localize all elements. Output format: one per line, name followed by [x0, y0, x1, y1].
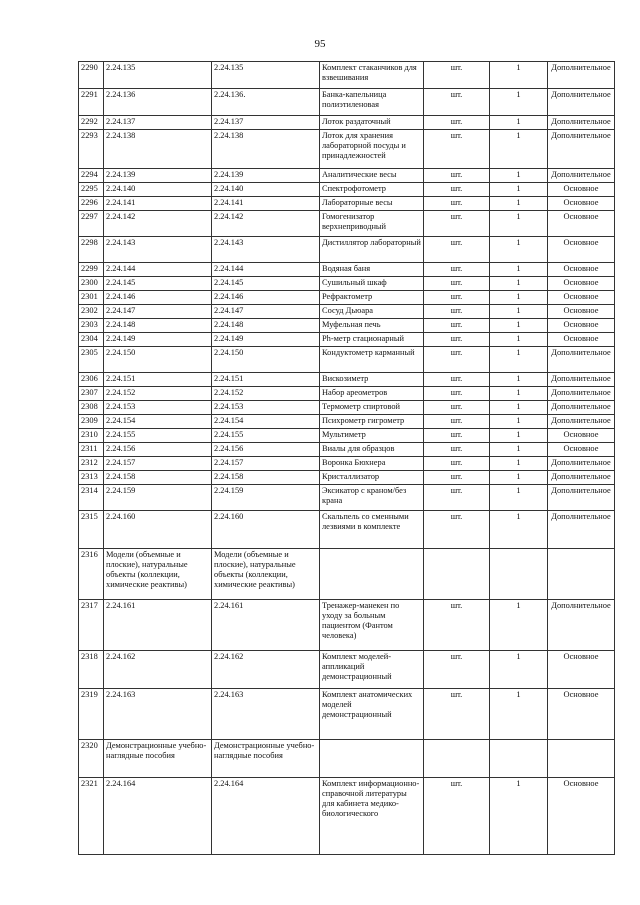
row-number-cell: 2317 — [79, 600, 104, 651]
table-row — [79, 373, 615, 387]
table-row — [79, 600, 615, 651]
code-cell: 2.24.157 — [212, 457, 320, 471]
unit-cell: шт. — [424, 347, 490, 373]
row-number-cell: 2309 — [79, 415, 104, 429]
code-cell: 2.24.150 — [212, 347, 320, 373]
table-row — [79, 778, 615, 855]
table-row — [79, 689, 615, 740]
equipment-type-cell: Дополнительное — [548, 511, 615, 549]
row-number-cell: 2302 — [79, 305, 104, 319]
code-cell: 2.24.156 — [104, 443, 212, 457]
code-cell: 2.24.161 — [104, 600, 212, 651]
row-number-cell: 2320 — [79, 740, 104, 778]
quantity-cell: 1 — [490, 457, 548, 471]
row-number-cell: 2318 — [79, 651, 104, 689]
code-cell: 2.24.154 — [104, 415, 212, 429]
code-cell: 2.24.143 — [104, 237, 212, 263]
row-number-cell: 2300 — [79, 277, 104, 291]
unit-cell — [424, 740, 490, 778]
code-cell: 2.24.164 — [104, 778, 212, 855]
item-name-cell: Водяная баня — [320, 263, 424, 277]
quantity-cell: 1 — [490, 429, 548, 443]
unit-cell: шт. — [424, 116, 490, 130]
quantity-cell: 1 — [490, 689, 548, 740]
equipment-type-cell: Основное — [548, 237, 615, 263]
equipment-type-cell: Дополнительное — [548, 169, 615, 183]
item-name-cell: Комплект моделей-аппликаций демонстрационный — [320, 651, 424, 689]
table-row — [79, 549, 615, 600]
quantity-cell: 1 — [490, 333, 548, 347]
item-name-cell: Воронка Бюхнера — [320, 457, 424, 471]
quantity-cell: 1 — [490, 62, 548, 89]
quantity-cell: 1 — [490, 600, 548, 651]
equipment-type-cell — [548, 549, 615, 600]
table-row — [79, 471, 615, 485]
table-row — [79, 197, 615, 211]
quantity-cell: 1 — [490, 511, 548, 549]
equipment-type-cell: Основное — [548, 319, 615, 333]
code-cell: 2.24.144 — [212, 263, 320, 277]
quantity-cell: 1 — [490, 291, 548, 305]
unit-cell: шт. — [424, 401, 490, 415]
code-cell: 2.24.137 — [212, 116, 320, 130]
item-name-cell: Кондуктометр карманный — [320, 347, 424, 373]
table-row — [79, 443, 615, 457]
unit-cell — [424, 549, 490, 600]
table-row — [79, 291, 615, 305]
table-row — [79, 116, 615, 130]
unit-cell: шт. — [424, 511, 490, 549]
code-cell: 2.24.163 — [104, 689, 212, 740]
row-number-cell: 2307 — [79, 387, 104, 401]
unit-cell: шт. — [424, 263, 490, 277]
unit-cell: шт. — [424, 291, 490, 305]
code-cell: 2.24.142 — [104, 211, 212, 237]
code-cell: 2.24.141 — [104, 197, 212, 211]
table-row — [79, 169, 615, 183]
quantity-cell: 1 — [490, 401, 548, 415]
row-number-cell: 2294 — [79, 169, 104, 183]
code-cell: 2.24.146 — [212, 291, 320, 305]
quantity-cell: 1 — [490, 485, 548, 511]
row-number-cell: 2311 — [79, 443, 104, 457]
code-cell: 2.24.148 — [104, 319, 212, 333]
code-cell: Модели (объемные и плоские), натуральные объекты (коллекции, химические реактивы) — [212, 549, 320, 600]
row-number-cell: 2299 — [79, 263, 104, 277]
code-cell: 2.24.147 — [104, 305, 212, 319]
row-number-cell: 2297 — [79, 211, 104, 237]
code-cell: 2.24.144 — [104, 263, 212, 277]
table-row — [79, 387, 615, 401]
row-number-cell: 2304 — [79, 333, 104, 347]
equipment-type-cell: Дополнительное — [548, 347, 615, 373]
unit-cell: шт. — [424, 319, 490, 333]
table-row — [79, 401, 615, 415]
item-name-cell — [320, 740, 424, 778]
quantity-cell: 1 — [490, 415, 548, 429]
item-name-cell: Гомогенизатор верхнеприводный — [320, 211, 424, 237]
quantity-cell: 1 — [490, 443, 548, 457]
code-cell: 2.24.141 — [212, 197, 320, 211]
quantity-cell: 1 — [490, 169, 548, 183]
row-number-cell: 2303 — [79, 319, 104, 333]
equipment-type-cell: Дополнительное — [548, 373, 615, 387]
unit-cell: шт. — [424, 373, 490, 387]
item-name-cell: Термометр спиртовой — [320, 401, 424, 415]
code-cell: 2.24.145 — [104, 277, 212, 291]
row-number-cell: 2291 — [79, 89, 104, 116]
equipment-type-cell: Основное — [548, 778, 615, 855]
code-cell: 2.24.150 — [104, 347, 212, 373]
row-number-cell: 2312 — [79, 457, 104, 471]
equipment-type-cell: Дополнительное — [548, 485, 615, 511]
equipment-type-cell: Основное — [548, 211, 615, 237]
unit-cell: шт. — [424, 89, 490, 116]
code-cell: 2.24.138 — [212, 130, 320, 169]
item-name-cell: Сушильный шкаф — [320, 277, 424, 291]
code-cell: 2.24.135 — [104, 62, 212, 89]
equipment-type-cell: Дополнительное — [548, 89, 615, 116]
item-name-cell: Мультиметр — [320, 429, 424, 443]
item-name-cell: Спектрофотометр — [320, 183, 424, 197]
code-cell: 2.24.151 — [104, 373, 212, 387]
row-number-cell: 2293 — [79, 130, 104, 169]
table-row — [79, 319, 615, 333]
table-row — [79, 211, 615, 237]
code-cell: 2.24.137 — [104, 116, 212, 130]
unit-cell: шт. — [424, 429, 490, 443]
item-name-cell: Ph-метр стационарный — [320, 333, 424, 347]
row-number-cell: 2305 — [79, 347, 104, 373]
table-row — [79, 237, 615, 263]
unit-cell: шт. — [424, 169, 490, 183]
code-cell: 2.24.159 — [104, 485, 212, 511]
quantity-cell: 1 — [490, 183, 548, 197]
item-name-cell: Эксикатор с краном/без крана — [320, 485, 424, 511]
unit-cell: шт. — [424, 689, 490, 740]
code-cell: 2.24.155 — [212, 429, 320, 443]
item-name-cell: Лоток для хранения лабораторной посуды и принадлежностей — [320, 130, 424, 169]
code-cell: 2.24.152 — [104, 387, 212, 401]
item-name-cell: Лабораторные весы — [320, 197, 424, 211]
table-row — [79, 89, 615, 116]
row-number-cell: 2314 — [79, 485, 104, 511]
code-cell: 2.24.157 — [104, 457, 212, 471]
code-cell: 2.24.155 — [104, 429, 212, 443]
equipment-type-cell: Дополнительное — [548, 130, 615, 169]
table-row — [79, 740, 615, 778]
equipment-type-cell: Основное — [548, 197, 615, 211]
quantity-cell: 1 — [490, 130, 548, 169]
equipment-type-cell: Основное — [548, 263, 615, 277]
table-row — [79, 277, 615, 291]
equipment-type-cell: Дополнительное — [548, 457, 615, 471]
quantity-cell: 1 — [490, 305, 548, 319]
code-cell: 2.24.153 — [212, 401, 320, 415]
item-name-cell: Виалы для образцов — [320, 443, 424, 457]
equipment-type-cell: Основное — [548, 291, 615, 305]
code-cell: 2.24.146 — [104, 291, 212, 305]
equipment-type-cell: Основное — [548, 651, 615, 689]
table-row — [79, 347, 615, 373]
code-cell: 2.24.140 — [104, 183, 212, 197]
quantity-cell: 1 — [490, 263, 548, 277]
quantity-cell: 1 — [490, 373, 548, 387]
item-name-cell: Дистиллятор лабораторный — [320, 237, 424, 263]
unit-cell: шт. — [424, 333, 490, 347]
equipment-table — [78, 61, 615, 855]
equipment-type-cell: Основное — [548, 429, 615, 443]
item-name-cell: Психрометр гигрометр — [320, 415, 424, 429]
table-row — [79, 263, 615, 277]
item-name-cell: Комплект анатомических моделей демонстрационный — [320, 689, 424, 740]
row-number-cell: 2295 — [79, 183, 104, 197]
item-name-cell: Муфельная печь — [320, 319, 424, 333]
table-row — [79, 457, 615, 471]
item-name-cell: Скальпель со сменными лезвиями в комплекте — [320, 511, 424, 549]
item-name-cell: Рефрактометр — [320, 291, 424, 305]
unit-cell: шт. — [424, 651, 490, 689]
row-number-cell: 2298 — [79, 237, 104, 263]
quantity-cell: 1 — [490, 387, 548, 401]
unit-cell: шт. — [424, 778, 490, 855]
item-name-cell: Комплект информационно-справочной литературы для кабинета медико-биологического — [320, 778, 424, 855]
row-number-cell: 2310 — [79, 429, 104, 443]
row-number-cell: 2301 — [79, 291, 104, 305]
item-name-cell: Аналитические весы — [320, 169, 424, 183]
equipment-type-cell: Основное — [548, 277, 615, 291]
quantity-cell: 1 — [490, 778, 548, 855]
code-cell: Демонстрационные учебно-наглядные пособия — [212, 740, 320, 778]
code-cell: 2.24.162 — [212, 651, 320, 689]
row-number-cell: 2319 — [79, 689, 104, 740]
table-row — [79, 62, 615, 89]
unit-cell: шт. — [424, 443, 490, 457]
quantity-cell: 1 — [490, 237, 548, 263]
code-cell: 2.24.139 — [104, 169, 212, 183]
row-number-cell: 2308 — [79, 401, 104, 415]
code-cell: 2.24.147 — [212, 305, 320, 319]
table-row — [79, 183, 615, 197]
item-name-cell: Набор ареометров — [320, 387, 424, 401]
item-name-cell: Комплект стаканчиков для взвешивания — [320, 62, 424, 89]
code-cell: 2.24.154 — [212, 415, 320, 429]
unit-cell: шт. — [424, 387, 490, 401]
table-row — [79, 305, 615, 319]
quantity-cell: 1 — [490, 347, 548, 373]
equipment-type-cell: Дополнительное — [548, 471, 615, 485]
table-row — [79, 651, 615, 689]
quantity-cell: 1 — [490, 89, 548, 116]
code-cell: 2.24.138 — [104, 130, 212, 169]
row-number-cell: 2315 — [79, 511, 104, 549]
quantity-cell: 1 — [490, 319, 548, 333]
equipment-type-cell: Дополнительное — [548, 387, 615, 401]
table-row — [79, 415, 615, 429]
table-row — [79, 130, 615, 169]
code-cell: 2.24.160 — [104, 511, 212, 549]
row-number-cell: 2296 — [79, 197, 104, 211]
equipment-type-cell — [548, 740, 615, 778]
code-cell: 2.24.161 — [212, 600, 320, 651]
table-row — [79, 429, 615, 443]
unit-cell: шт. — [424, 485, 490, 511]
unit-cell: шт. — [424, 183, 490, 197]
item-name-cell: Тренажер-манекен по уходу за больным пациентом (Фантом человека) — [320, 600, 424, 651]
unit-cell: шт. — [424, 305, 490, 319]
row-number-cell: 2316 — [79, 549, 104, 600]
code-cell: 2.24.143 — [212, 237, 320, 263]
equipment-type-cell: Основное — [548, 333, 615, 347]
code-cell: 2.24.142 — [212, 211, 320, 237]
item-name-cell: Банка-капельница полиэтиленовая — [320, 89, 424, 116]
code-cell: 2.24.160 — [212, 511, 320, 549]
code-cell: 2.24.159 — [212, 485, 320, 511]
row-number-cell: 2313 — [79, 471, 104, 485]
equipment-type-cell: Основное — [548, 443, 615, 457]
code-cell: Модели (объемные и плоские), натуральные объекты (коллекции, химические реактивы) — [104, 549, 212, 600]
table-row — [79, 511, 615, 549]
unit-cell: шт. — [424, 130, 490, 169]
equipment-type-cell: Дополнительное — [548, 62, 615, 89]
row-number-cell: 2321 — [79, 778, 104, 855]
page-number: 95 — [314, 38, 326, 50]
unit-cell: шт. — [424, 457, 490, 471]
table-row — [79, 485, 615, 511]
quantity-cell: 1 — [490, 197, 548, 211]
code-cell: 2.24.163 — [212, 689, 320, 740]
code-cell: 2.24.136 — [104, 89, 212, 116]
table-body — [79, 62, 615, 855]
unit-cell: шт. — [424, 600, 490, 651]
unit-cell: шт. — [424, 277, 490, 291]
code-cell: Демонстрационные учебно-наглядные пособия — [104, 740, 212, 778]
code-cell: 2.24.140 — [212, 183, 320, 197]
code-cell: 2.24.158 — [212, 471, 320, 485]
unit-cell: шт. — [424, 415, 490, 429]
table-row — [79, 333, 615, 347]
row-number-cell: 2306 — [79, 373, 104, 387]
code-cell: 2.24.151 — [212, 373, 320, 387]
code-cell: 2.24.139 — [212, 169, 320, 183]
quantity-cell: 1 — [490, 277, 548, 291]
unit-cell: шт. — [424, 62, 490, 89]
code-cell: 2.24.136. — [212, 89, 320, 116]
quantity-cell — [490, 549, 548, 600]
item-name-cell: Кристаллизатор — [320, 471, 424, 485]
item-name-cell: Сосуд Дьюара — [320, 305, 424, 319]
unit-cell: шт. — [424, 237, 490, 263]
code-cell: 2.24.158 — [104, 471, 212, 485]
equipment-type-cell: Дополнительное — [548, 116, 615, 130]
quantity-cell: 1 — [490, 116, 548, 130]
code-cell: 2.24.148 — [212, 319, 320, 333]
equipment-type-cell: Дополнительное — [548, 415, 615, 429]
quantity-cell: 1 — [490, 651, 548, 689]
equipment-type-cell: Дополнительное — [548, 401, 615, 415]
code-cell: 2.24.164 — [212, 778, 320, 855]
unit-cell: шт. — [424, 471, 490, 485]
code-cell: 2.24.153 — [104, 401, 212, 415]
code-cell: 2.24.156 — [212, 443, 320, 457]
quantity-cell: 1 — [490, 211, 548, 237]
code-cell: 2.24.152 — [212, 387, 320, 401]
unit-cell: шт. — [424, 197, 490, 211]
code-cell: 2.24.162 — [104, 651, 212, 689]
quantity-cell — [490, 740, 548, 778]
row-number-cell: 2290 — [79, 62, 104, 89]
code-cell: 2.24.149 — [212, 333, 320, 347]
equipment-type-cell: Основное — [548, 183, 615, 197]
equipment-type-cell: Основное — [548, 305, 615, 319]
code-cell: 2.24.149 — [104, 333, 212, 347]
equipment-type-cell: Основное — [548, 689, 615, 740]
equipment-type-cell: Дополнительное — [548, 600, 615, 651]
item-name-cell: Вискозиметр — [320, 373, 424, 387]
item-name-cell — [320, 549, 424, 600]
quantity-cell: 1 — [490, 471, 548, 485]
code-cell: 2.24.145 — [212, 277, 320, 291]
item-name-cell: Лоток раздаточный — [320, 116, 424, 130]
row-number-cell: 2292 — [79, 116, 104, 130]
unit-cell: шт. — [424, 211, 490, 237]
code-cell: 2.24.135 — [212, 62, 320, 89]
